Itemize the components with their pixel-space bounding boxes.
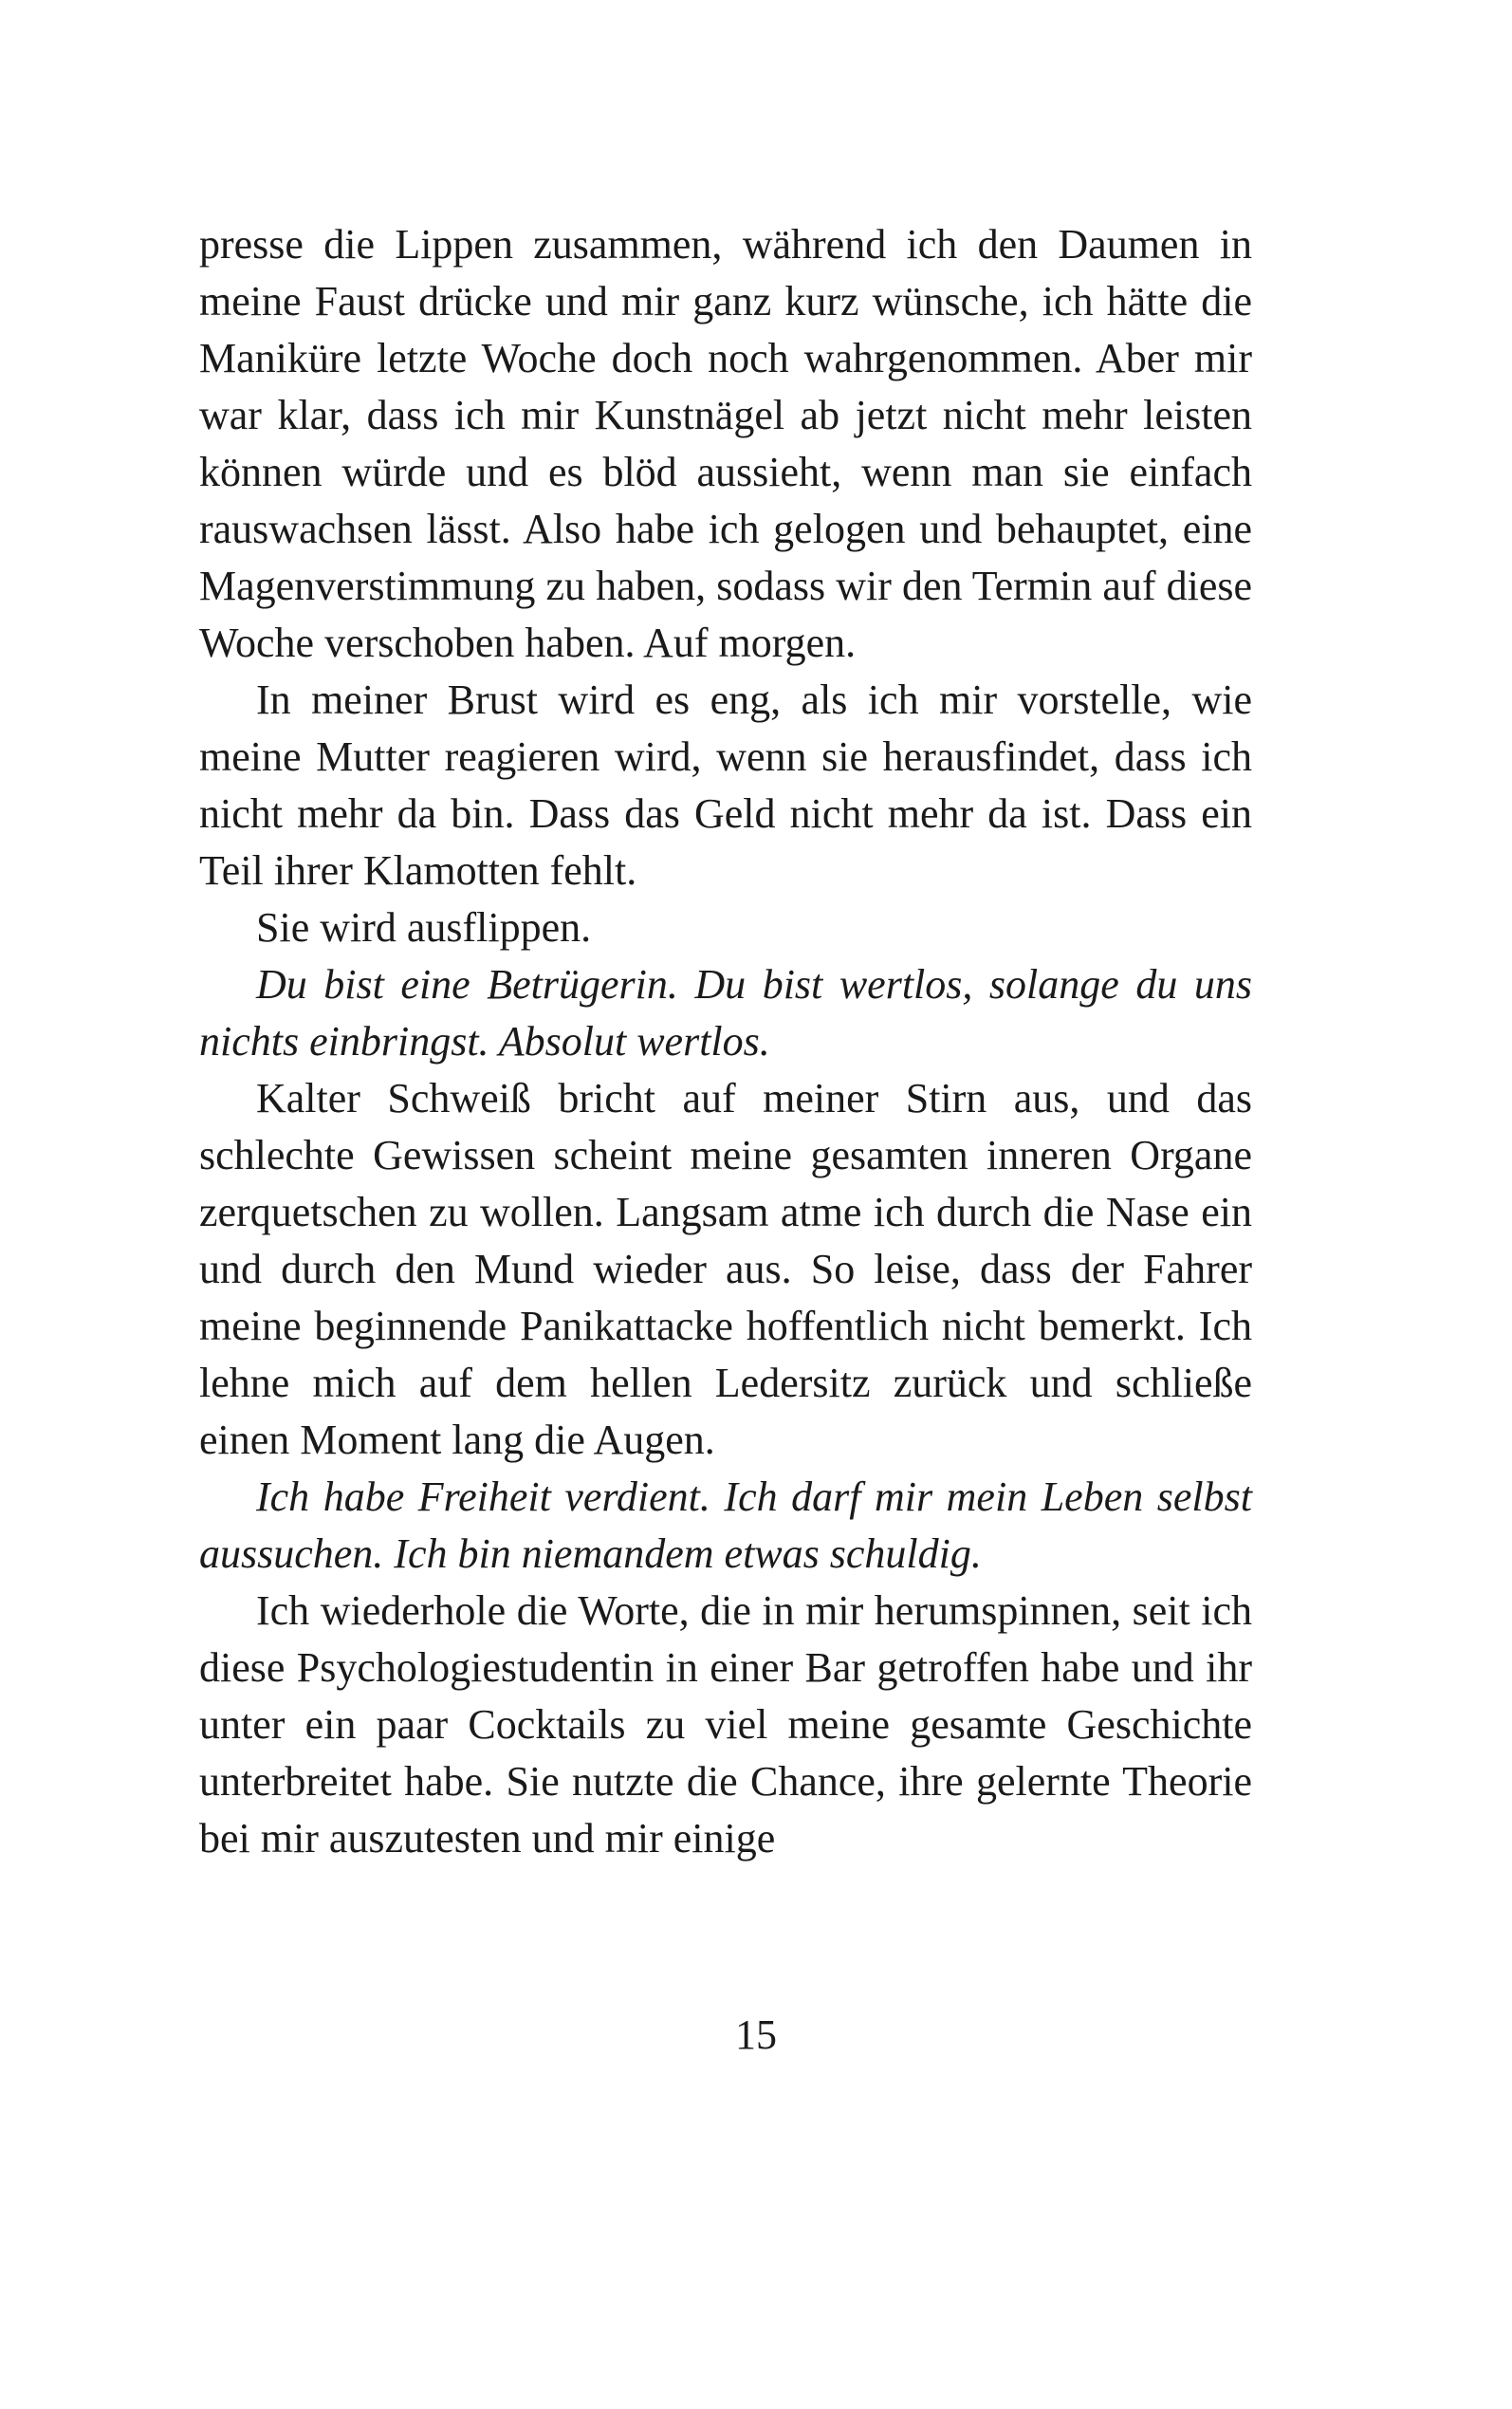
- paragraph: Sie wird ausflippen.: [256, 904, 592, 951]
- italic-thought: Du bist eine Betrügerin. Du bist wertlos, solange du uns nichts einbringst. Absolut wertlos.: [199, 961, 1252, 1065]
- italic-thought: Ich habe Freiheit verdient. Ich darf mir mein Leben selbst aussuchen. Ich bin niemandem etwas schuldig.: [199, 1473, 1252, 1577]
- paragraph: presse die Lippen zusammen, während ich den Daumen in meine Faust drücke und mir ganz kurz wünsche, ich hätte die Maniküre letzte Woche doch noch wahrgenommen. Aber mir war klar, dass ich mir Kunstnägel ab jetzt nicht mehr leisten können würde und es blöd aussieht, wenn man sie einfach rauswachsen lässt. Also habe ich gelogen und behauptet, eine Magenverstimmung zu haben, sodass wir den Termin auf diese Woche verschoben haben. Auf morgen.: [199, 221, 1252, 666]
- paragraph: Kalter Schweiß bricht auf meiner Stirn aus, und das schlechte Gewissen scheint meine gesamten inneren Organe zerquetschen zu wollen. Langsam atme ich durch die Nase ein und durch den Mund wieder aus. So leise, dass der Fahrer meine beginnende Panikattacke hoffentlich nicht bemerkt. Ich lehne mich auf dem hellen Ledersitz zurück und schließe einen Moment lang die Augen.: [199, 1075, 1252, 1463]
- body-text: [199, 216, 1252, 1867]
- paragraph: Ich wiederhole die Worte, die in mir herumspinnen, seit ich diese Psychologiestudentin in einer Bar getroffen habe und ihr unter ein paar Cocktails zu viel meine gesamte Geschichte unterbreitet habe. Sie nutzte die Chance, ihre gelernte Theorie bei mir auszutesten und mir einige: [199, 1587, 1252, 1862]
- paragraph: In meiner Brust wird es eng, als ich mir vorstelle, wie meine Mutter reagieren wird, wenn sie herausfindet, dass ich nicht mehr da bin. Dass das Geld nicht mehr da ist. Dass ein Teil ihrer Klamotten fehlt.: [199, 676, 1252, 894]
- page-number: 15: [735, 2011, 777, 2058]
